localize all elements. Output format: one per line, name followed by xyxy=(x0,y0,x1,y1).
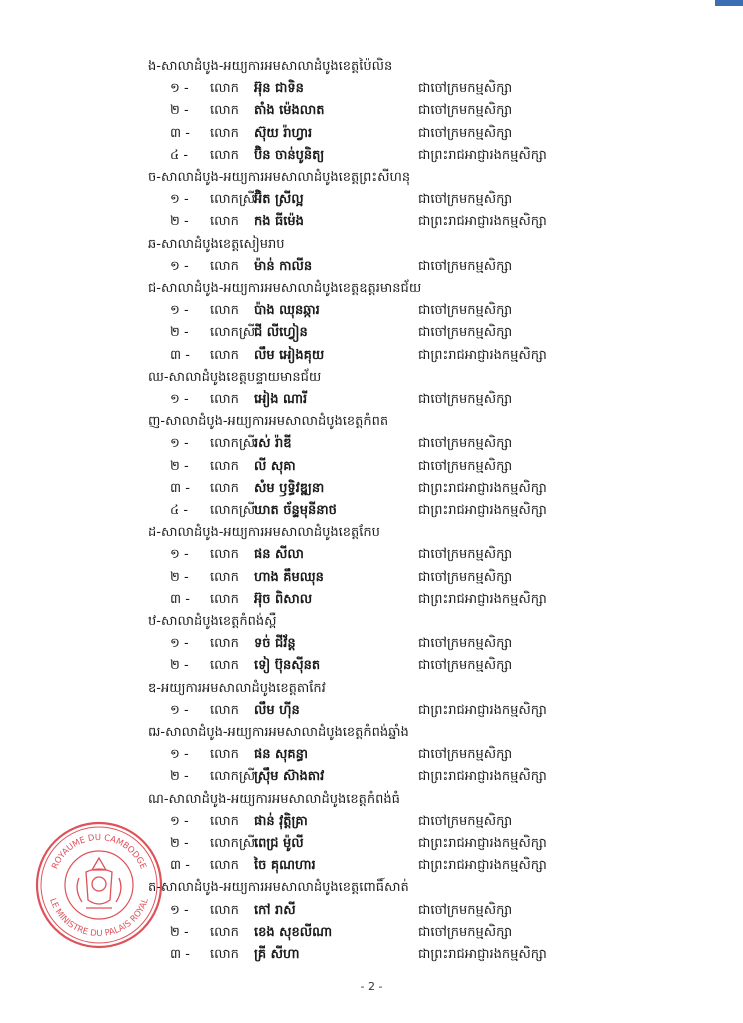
section-heading: ណ-សាលាដំបូង-អយ្យការអមសាលាដំបូងខេត្តកំពង់ធំ xyxy=(148,791,400,807)
member-number: ២ - xyxy=(170,325,189,341)
member-title: លោក xyxy=(210,591,239,607)
svg-text:LE MINISTRE DU PALAIS ROYAL: LE MINISTRE DU PALAIS ROYAL xyxy=(47,897,151,940)
member-number: ២ - xyxy=(170,103,189,119)
member-role: ជាព្រះរាជអាជ្ញារងកម្មសិក្សា xyxy=(418,503,547,518)
section-heading: ឆ-សាលាដំបូងខេត្តសៀមរាប xyxy=(148,236,285,252)
member-name: ប៊ិន ចាន់បូនិត្យ xyxy=(254,147,325,163)
member-title: លោក xyxy=(210,813,239,829)
member-name: ផាន់ វុត្តិគ្រា xyxy=(254,813,308,829)
section-heading: ង-សាលាដំបូង-អយ្យការអមសាលាដំបូងខេត្តប៉ៃលិន xyxy=(148,59,393,74)
member-number: ២ - xyxy=(170,569,189,585)
member-role: ជាចៅក្រមកម្មសិក្សា xyxy=(418,569,513,585)
member-title: លោក xyxy=(210,81,239,97)
member-role: ជាចៅក្រមកម្មសិក្សា xyxy=(418,303,513,319)
page-number: - 2 - xyxy=(360,980,383,993)
member-title: លោក xyxy=(210,658,239,674)
member-number: ៤ - xyxy=(170,503,189,518)
member-number: ៤ - xyxy=(170,147,189,163)
member-name: កៅ រាសី xyxy=(254,902,296,918)
member-number: ១ - xyxy=(170,392,189,407)
member-number: ៣ - xyxy=(170,125,190,141)
member-title: លោកស្រី xyxy=(210,325,256,341)
member-title: លោក xyxy=(210,214,239,230)
member-number: ១ - xyxy=(170,303,189,319)
member-role: ជាចៅក្រមកម្មសិក្សា xyxy=(418,458,513,474)
member-name: ស្រ៊ឹម ស៊ាងតាវ xyxy=(254,769,325,785)
section-heading: ឍ-សាលាដំបូង-អយ្យការអមសាលាដំបូងខេត្តកំពង់ឆ្នាំង xyxy=(148,725,409,740)
svg-text:ROYAUME DU CAMBODGE: ROYAUME DU CAMBODGE xyxy=(50,832,148,871)
member-title: លោក xyxy=(210,902,239,918)
member-name: លី សុគា xyxy=(254,458,296,474)
member-role: ជាចៅក្រមកម្មសិក្សា xyxy=(418,902,513,918)
member-role: ជាព្រះរាជអាជ្ញារងកម្មសិក្សា xyxy=(418,480,547,496)
member-title: លោក xyxy=(210,858,239,874)
member-number: ២ - xyxy=(170,836,189,851)
member-number: ១ - xyxy=(170,81,189,97)
member-name: ផន សីលា xyxy=(254,547,304,563)
member-role: ជាព្រះរាជអាជ្ញារងកម្មសិក្សា xyxy=(418,214,547,230)
section-heading: ឈ-សាលាដំបូងខេត្តបន្ទាយមានជ័យ xyxy=(148,369,322,385)
member-title: លោក xyxy=(210,303,239,319)
member-name: ស៊ុយ រ៉ាហ្វារ xyxy=(254,125,313,141)
corner-mark xyxy=(715,0,743,6)
member-number: ២ - xyxy=(170,769,189,785)
member-title: លោក xyxy=(210,569,239,585)
member-title: លោក xyxy=(210,747,239,763)
section-heading: ឌ-អយ្យការអមសាលាដំបូងខេត្តតាកែវ xyxy=(148,680,326,696)
member-role: ជាព្រះរាជអាជ្ញារងកម្មសិក្សា xyxy=(418,347,547,363)
member-name: អៀង ណារី xyxy=(254,392,308,407)
member-title: លោកស្រី xyxy=(210,436,256,452)
member-role: ជាព្រះរាជអាជ្ញារងកម្មសិក្សា xyxy=(418,591,547,607)
member-title: លោកស្រី xyxy=(210,192,256,208)
member-number: ១ - xyxy=(170,547,189,563)
member-name: ទច់ ជីវ័ន្ត xyxy=(254,636,296,652)
member-number: ២ - xyxy=(170,658,189,674)
member-title: លោក xyxy=(210,103,239,119)
section-heading: ញ-សាលាដំបូង-អយ្យការអមសាលាដំបូងខេត្តកំពត xyxy=(148,414,389,430)
member-number: ១ - xyxy=(170,747,189,763)
member-title: លោក xyxy=(210,125,239,141)
member-number: ៣ - xyxy=(170,480,190,496)
member-name: ចៃ គុណហារ xyxy=(254,858,316,874)
member-title: លោក xyxy=(210,547,239,563)
member-number: ១ - xyxy=(170,436,189,452)
member-role: ជាចៅក្រមកម្មសិក្សា xyxy=(418,192,513,208)
section-heading: ជ-សាលាដំបូង-អយ្យការអមសាលាដំបូងខេត្តឧត្តរមានជ័យ xyxy=(148,281,422,296)
member-role: ជាចៅក្រមកម្មសិក្សា xyxy=(418,636,513,652)
member-title: លោក xyxy=(210,458,239,474)
member-role: ជាចៅក្រមកម្មសិក្សា xyxy=(418,258,513,274)
member-title: លោក xyxy=(210,636,239,652)
member-name: ខេង សុខលីណា xyxy=(254,924,333,940)
member-name: ទៀ ប៊ុនស៊ីនត xyxy=(254,658,321,674)
member-number: ១ - xyxy=(170,258,189,274)
member-role: ជាចៅក្រមកម្មសិក្សា xyxy=(418,924,513,940)
member-number: ២ - xyxy=(170,214,189,230)
member-name: អ៊ិត ស្រីល្អ xyxy=(254,192,304,208)
member-title: លោកស្រី xyxy=(210,503,256,518)
member-role: ជាចៅក្រមកម្មសិក្សា xyxy=(418,747,513,763)
member-number: ៣ - xyxy=(170,591,190,607)
member-role: ជាព្រះរាជអាជ្ញារងកម្មសិក្សា xyxy=(418,702,547,718)
member-name: ប៉ាង ឈុនឆ្ការ xyxy=(254,303,320,319)
member-name: សំម ឫទ្ធិវឌ្ឍនា xyxy=(254,480,325,496)
member-name: រស់ រ៉ាឌី xyxy=(254,436,292,452)
member-number: ២ - xyxy=(170,924,189,940)
member-role: ជាចៅក្រមកម្មសិក្សា xyxy=(418,81,513,97)
member-name: លឹម អៀងគុយ xyxy=(254,347,325,363)
section-heading: ត-សាលាដំបូង-អយ្យការអមសាលាដំបូងខេត្តពោធិ៍សាត់ xyxy=(148,880,409,896)
member-title: លោក xyxy=(210,924,239,940)
member-number: ១ - xyxy=(170,813,189,829)
member-role: ជាព្រះរាជអាជ្ញារងកម្មសិក្សា xyxy=(418,147,547,163)
member-title: លោក xyxy=(210,702,239,718)
member-title: លោក xyxy=(210,147,239,163)
member-title: លោក xyxy=(210,392,239,407)
member-role: ជាចៅក្រមកម្មសិក្សា xyxy=(418,813,513,829)
section-heading: ច-សាលាដំបូង-អយ្យការអមសាលាដំបូងខេត្តព្រះសីហនុ xyxy=(148,170,411,185)
member-title: លោកស្រី xyxy=(210,769,256,785)
member-number: ១ - xyxy=(170,702,189,718)
member-name: លឹម ហ៊ីន xyxy=(254,702,300,718)
member-name: កង ធីម៉េង xyxy=(254,214,304,230)
member-name: ម៉ាន់ កាលីន xyxy=(254,258,313,274)
member-title: លោក xyxy=(210,258,239,274)
member-number: ១ - xyxy=(170,192,189,208)
member-role: ជាព្រះរាជអាជ្ញារងកម្មសិក្សា xyxy=(418,947,547,962)
member-role: ជាចៅក្រមកម្មសិក្សា xyxy=(418,658,513,674)
member-role: ជាចៅក្រមកម្មសិក្សា xyxy=(418,547,513,563)
member-name: អ៊ុន ជាទិន xyxy=(254,81,304,97)
member-title: លោក xyxy=(210,947,239,962)
member-name: តាំង ម៉េងលាត xyxy=(254,103,325,119)
member-name: ហាង គឹមឈុន xyxy=(254,569,324,585)
member-role: ជាចៅក្រមកម្មសិក្សា xyxy=(418,392,513,407)
member-number: ១ - xyxy=(170,636,189,652)
section-heading: ឋ-សាលាដំបូងខេត្តកំពង់ស្ពឺ xyxy=(148,614,277,629)
member-title: លោក xyxy=(210,347,239,363)
member-name: ឃាត ច័ន្ទមុនីនាថ xyxy=(254,503,337,518)
member-name: ជី លីហ្វៀន xyxy=(254,325,308,341)
member-role: ជាចៅក្រមកម្មសិក្សា xyxy=(418,103,513,119)
member-role: ជាព្រះរាជអាជ្ញារងកម្មសិក្សា xyxy=(418,836,547,851)
member-name: ផន សុគន្ធា xyxy=(254,747,309,763)
member-number: ១ - xyxy=(170,902,189,918)
member-number: ៣ - xyxy=(170,858,190,874)
member-role: ជាព្រះរាជអាជ្ញារងកម្មសិក្សា xyxy=(418,858,547,874)
member-role: ជាចៅក្រមកម្មសិក្សា xyxy=(418,125,513,141)
member-title: លោក xyxy=(210,480,239,496)
member-number: ៣ - xyxy=(170,347,190,363)
member-number: ៣ - xyxy=(170,947,190,962)
member-name: គ្រី សីហា xyxy=(254,947,300,962)
royal-palace-seal-stamp xyxy=(34,820,164,950)
section-heading: ដ-សាលាដំបូង-អយ្យការអមសាលាដំបូងខេត្តកែប xyxy=(148,525,380,541)
member-title: លោកស្រី xyxy=(210,836,256,851)
member-number: ២ - xyxy=(170,458,189,474)
member-name: ពេជ្រ ម៉ូលី xyxy=(254,836,304,851)
member-role: ជាចៅក្រមកម្មសិក្សា xyxy=(418,436,513,452)
member-role: ជាព្រះរាជអាជ្ញារងកម្មសិក្សា xyxy=(418,769,547,785)
member-name: អ៊ុច ពិសាល xyxy=(254,591,313,607)
member-role: ជាចៅក្រមកម្មសិក្សា xyxy=(418,325,513,341)
